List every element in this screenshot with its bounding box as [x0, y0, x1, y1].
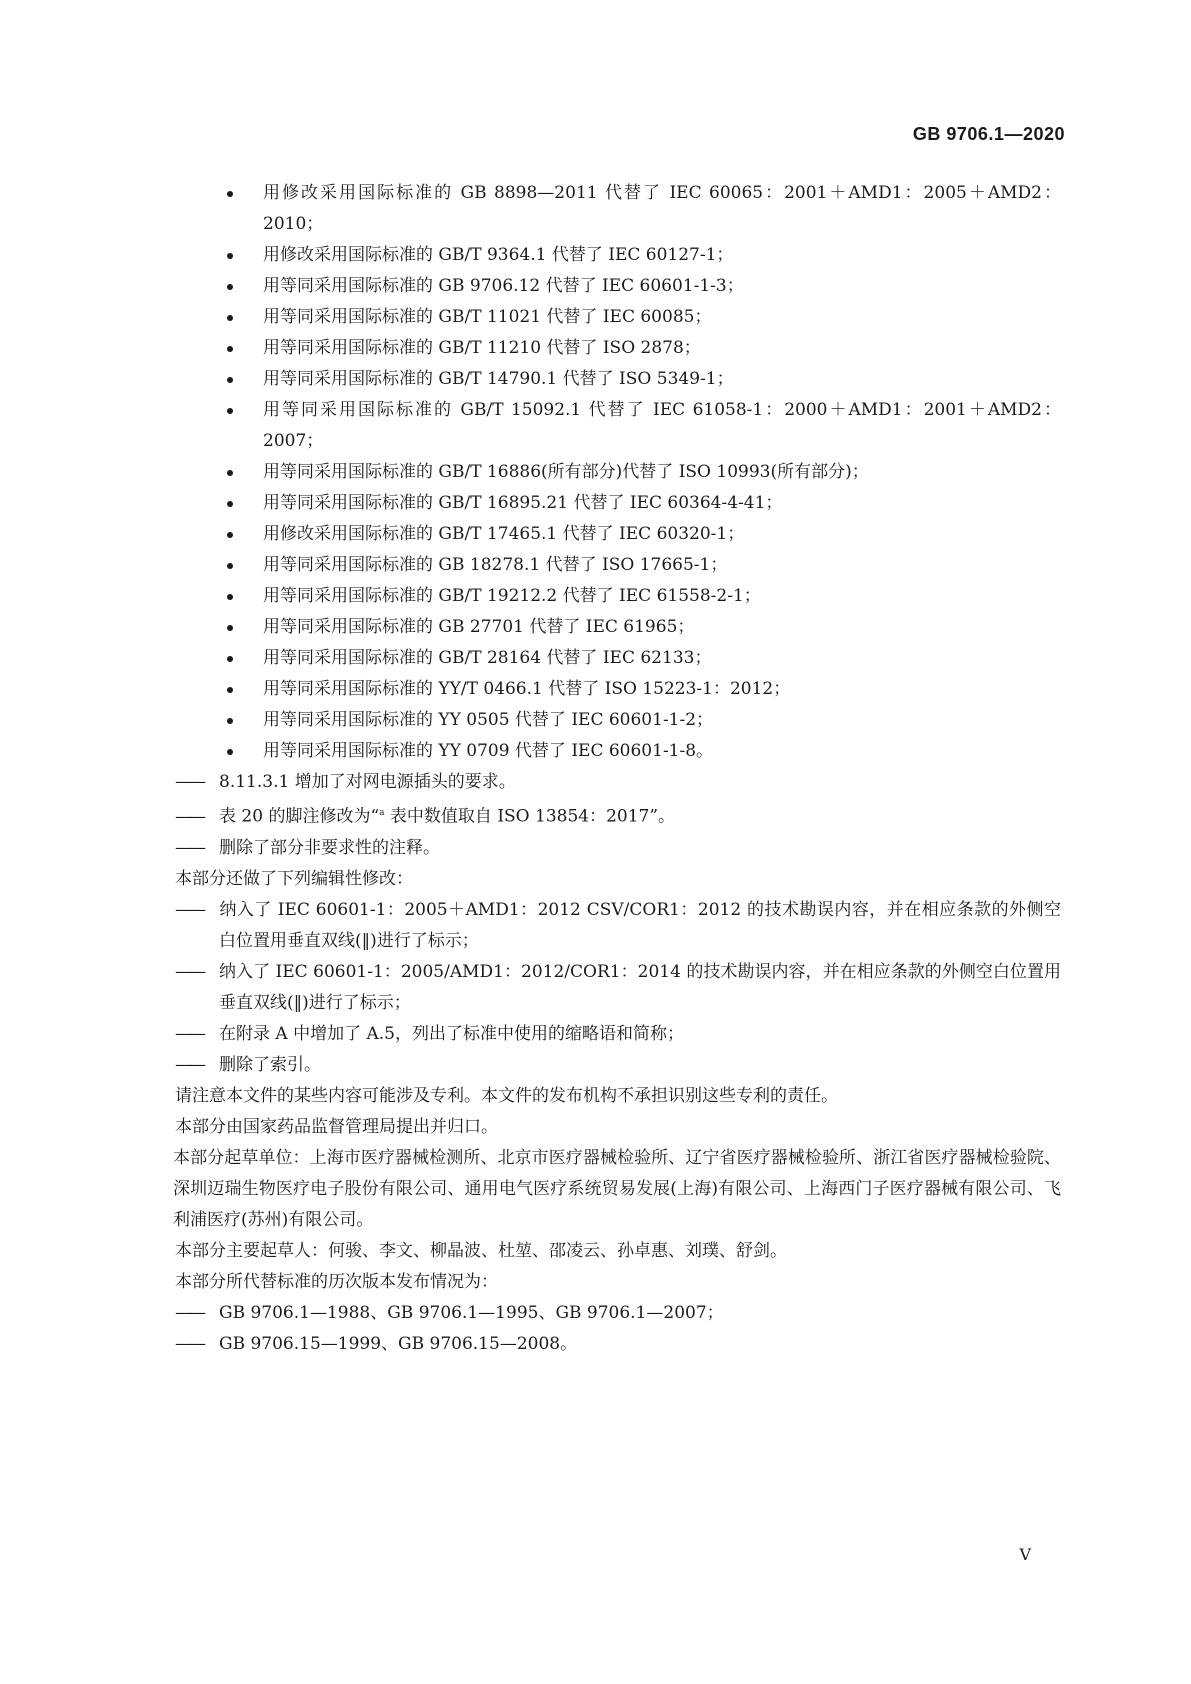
replacement-list: [175, 178, 1061, 767]
change-item-notes: —— 删除了部分非要求性的注释。: [175, 833, 1061, 864]
bullet-icon: [227, 532, 233, 538]
standard-code-header: GB 9706.1—2020: [912, 124, 1065, 144]
bullet-icon: [227, 191, 233, 197]
drafting-units: 本部分起草单位：上海市医疗器械检测所、北京市医疗器械检验所、辽宁省医疗器械检验所、浙江省医疗器械检验院、深圳迈瑞生物医疗电子股份有限公司、通用电气医疗系统贸易发展(上海)有限公司、上海西门子医疗器械有限公司、飞利浦医疗(苏州)有限公司。: [173, 1147, 1061, 1230]
bullet-icon: [227, 315, 233, 321]
bullet-icon: [227, 253, 233, 259]
dash-mark: ——: [175, 806, 203, 827]
dash-mark: ——: [175, 1333, 203, 1354]
editorial-item: —— 纳入了 IEC 60601-1：2005＋AMD1：2012 CSV/COR1：2012 的技术勘误内容，并在相应条款的外侧空白位置用垂直双线(‖)进行了标示；: [175, 895, 1061, 957]
bullet-icon: [227, 563, 233, 569]
bullet-icon: [227, 656, 233, 662]
editorial-item: —— 纳入了 IEC 60601-1：2005/AMD1：2012/COR1：2014 的技术勘误内容，并在相应条款的外侧空白位置用垂直双线(‖)进行了标示；: [175, 957, 1061, 1019]
list-item: 用等同采用国际标准的 GB/T 28164 代替了 IEC 62133；: [175, 643, 1061, 674]
dash-mark: ——: [175, 1023, 203, 1044]
dash-mark: ——: [175, 1302, 203, 1323]
drafters-list: 本部分主要起草人：何骏、李文、柳晶波、杜堃、邵凌云、孙卓惠、刘璞、舒剑。: [175, 1240, 787, 1261]
editorial-item: —— 在附录 A 中增加了 A.5，列出了标准中使用的缩略语和简称；: [175, 1019, 1061, 1050]
list-item: 用等同采用国际标准的 GB/T 19212.2 代替了 IEC 61558-2-1；: [175, 581, 1061, 612]
dash-mark: ——: [175, 837, 203, 858]
change-item-plug: —— 8.11.3.1 增加了对网电源插头的要求。: [175, 767, 1061, 798]
list-item: 用等同采用国际标准的 GB/T 16895.21 代替了 IEC 60364-4-41；: [175, 488, 1061, 519]
editorial-item: —— 删除了索引。: [175, 1050, 1061, 1081]
editorial-intro: 本部分还做了下列编辑性修改：: [175, 868, 413, 889]
dash-mark: ——: [175, 772, 203, 792]
list-item: 用等同采用国际标准的 GB 9706.12 代替了 IEC 60601-1-3；: [175, 271, 1061, 302]
bullet-icon: [227, 594, 233, 600]
bullet-icon: [227, 408, 233, 414]
bullet-icon: [227, 346, 233, 352]
list-item: 用等同采用国际标准的 GB/T 15092.1 代替了 IEC 61058-1：2000＋AMD1：2001＋AMD2：2007；: [175, 395, 1061, 457]
dash-mark: ——: [175, 899, 203, 920]
patent-notice: 请注意本文件的某些内容可能涉及专利。本文件的发布机构不承担识别这些专利的责任。: [175, 1085, 838, 1106]
list-item: 用等同采用国际标准的 YY 0709 代替了 IEC 60601-1-8。: [175, 736, 1061, 767]
bullet-icon: [227, 687, 233, 693]
bullet-icon: [227, 377, 233, 383]
dash-mark: ——: [175, 961, 203, 982]
bullet-icon: [227, 718, 233, 724]
list-item: 用修改采用国际标准的 GB 8898—2011 代替了 IEC 60065：2001＋AMD1：2005＋AMD2：2010；: [175, 178, 1061, 240]
list-item: 用等同采用国际标准的 GB 27701 代替了 IEC 61965；: [175, 612, 1061, 643]
list-item: 用等同采用国际标准的 GB/T 11021 代替了 IEC 60085；: [175, 302, 1061, 333]
list-item: 用等同采用国际标准的 GB/T 16886(所有部分)代替了 ISO 10993(所有部分)；: [175, 457, 1061, 488]
footnote-marker: a: [379, 808, 385, 818]
bullet-icon: [227, 470, 233, 476]
list-item: 用等同采用国际标准的 YY/T 0466.1 代替了 ISO 15223-1：2012；: [175, 674, 1061, 705]
bullet-icon: [227, 625, 233, 631]
proposer-statement: 本部分由国家药品监督管理局提出并归口。: [175, 1116, 498, 1137]
list-item: 用修改采用国际标准的 GB/T 9364.1 代替了 IEC 60127-1；: [175, 240, 1061, 271]
list-item: 用等同采用国际标准的 YY 0505 代替了 IEC 60601-1-2；: [175, 705, 1061, 736]
list-item: 用等同采用国际标准的 GB/T 11210 代替了 ISO 2878；: [175, 333, 1061, 364]
history-intro: 本部分所代替标准的历次版本发布情况为：: [175, 1271, 498, 1292]
list-item: 用等同采用国际标准的 GB/T 14790.1 代替了 ISO 5349-1；: [175, 364, 1061, 395]
bullet-icon: [227, 501, 233, 507]
document-body: [175, 178, 1061, 1360]
list-item: 用等同采用国际标准的 GB 18278.1 代替了 ISO 17665-1；: [175, 550, 1061, 581]
list-item: 用修改采用国际标准的 GB/T 17465.1 代替了 IEC 60320-1；: [175, 519, 1061, 550]
history-item: —— GB 9706.1—1988、GB 9706.1—1995、GB 9706.1—2007；: [175, 1298, 1061, 1329]
change-item-footnote: —— 表 20 的脚注修改为“$^a$ 表中数值取自 ISO 13854：2017”。: [175, 798, 1061, 833]
bullet-icon: [227, 284, 233, 290]
bullet-icon: [227, 749, 233, 755]
dash-mark: ——: [175, 1054, 203, 1075]
history-item: —— GB 9706.15—1999、GB 9706.15—2008。: [175, 1329, 1061, 1360]
page-number: V: [1019, 1545, 1031, 1564]
